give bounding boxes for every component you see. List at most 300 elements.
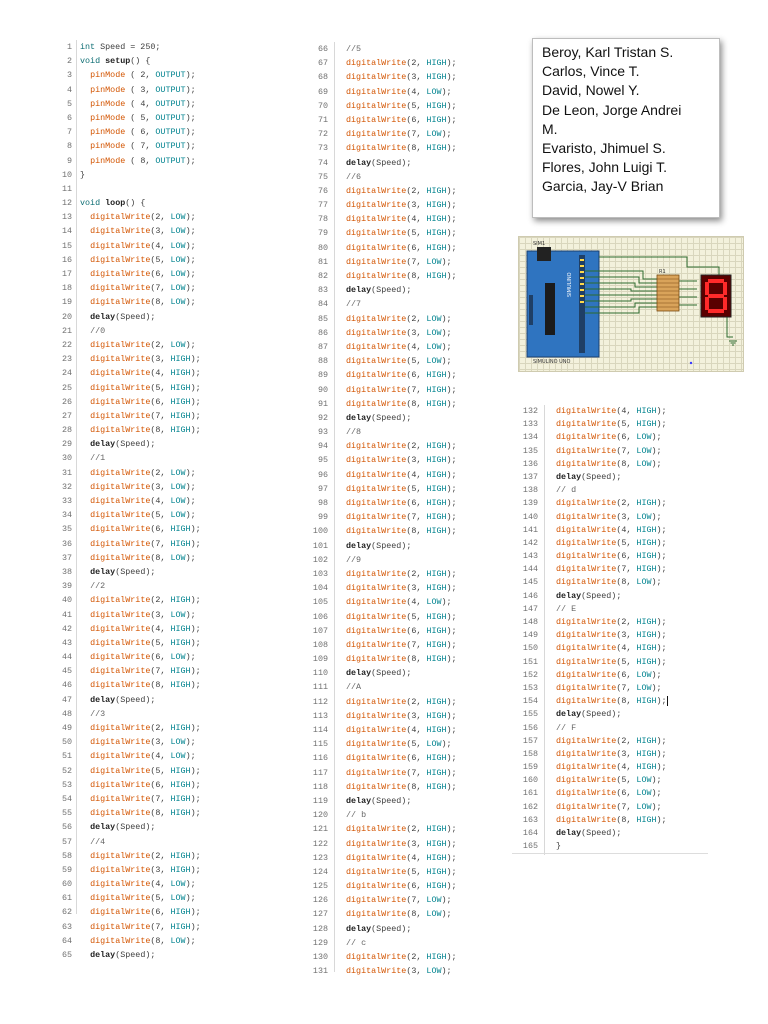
code-text: digitalWrite(2, LOW);	[346, 313, 452, 324]
line-number: 108	[312, 639, 328, 650]
line-number: 50	[61, 737, 72, 748]
code-line	[300, 439, 457, 453]
code-text: digitalWrite(6, HIGH);	[90, 524, 201, 535]
code-text: digitalWrite(2, HIGH);	[90, 850, 201, 861]
line-number: 80	[317, 242, 328, 253]
code-text: digitalWrite(7, HIGH);	[90, 410, 201, 421]
text-cursor	[667, 696, 668, 706]
code-text: digitalWrite(4, LOW);	[346, 597, 452, 608]
line-number: 124	[312, 866, 328, 877]
code-line	[56, 693, 156, 707]
code-line	[56, 111, 196, 125]
code-line	[300, 964, 452, 978]
code-line	[300, 567, 457, 581]
code-line	[56, 338, 196, 352]
code-text: digitalWrite(5, HIGH);	[556, 419, 667, 430]
line-number: 16	[61, 254, 72, 265]
code-text: //4	[90, 836, 106, 847]
code-line	[300, 127, 452, 141]
code-line	[56, 877, 196, 891]
line-number: 81	[317, 256, 328, 267]
code-line	[300, 879, 457, 893]
usb-connector	[537, 247, 551, 261]
code-line	[300, 524, 457, 538]
code-text: digitalWrite(2, HIGH);	[346, 952, 457, 962]
code-text: digitalWrite(6, HIGH);	[346, 242, 457, 253]
code-text: digitalWrite(8, HIGH);	[556, 814, 667, 825]
code-line	[56, 310, 156, 324]
code-line	[512, 735, 667, 748]
code-line	[56, 636, 201, 650]
code-line	[56, 934, 196, 948]
code-line	[512, 801, 662, 814]
code-text: }	[556, 841, 562, 852]
code-column-2	[300, 42, 457, 978]
line-number: 134	[522, 432, 538, 443]
code-line	[56, 68, 196, 82]
code-text: delay(Speed);	[346, 157, 412, 168]
line-number: 146	[522, 590, 538, 601]
code-lines	[300, 42, 457, 978]
code-line	[56, 182, 72, 196]
code-line	[300, 482, 457, 496]
code-line	[56, 508, 196, 522]
line-number: 136	[522, 458, 538, 469]
line-number: 114	[312, 725, 328, 735]
code-text: delay(Speed);	[90, 566, 156, 577]
line-number: 116	[312, 753, 328, 764]
line-number: 53	[61, 779, 72, 790]
code-text: digitalWrite(8, HIGH);	[346, 781, 457, 792]
line-number: 78	[317, 214, 328, 225]
code-text: delay(Speed);	[346, 285, 412, 296]
line-number: 77	[317, 200, 328, 211]
line-number: 122	[312, 838, 328, 849]
line-number: 52	[61, 765, 72, 776]
code-line	[300, 595, 452, 609]
line-number: 22	[61, 339, 72, 350]
member-name: David, Nowel Y.	[542, 82, 640, 99]
line-number: 4	[66, 84, 72, 95]
line-number: 149	[522, 630, 538, 641]
code-text: digitalWrite(2, LOW);	[90, 467, 196, 478]
code-line	[300, 893, 452, 907]
code-text: digitalWrite(8, HIGH);	[556, 696, 667, 707]
code-line	[56, 253, 196, 267]
line-number: 61	[61, 893, 72, 904]
code-text: //A	[346, 682, 362, 693]
code-line	[300, 297, 362, 311]
code-end-divider	[512, 853, 708, 854]
line-number: 152	[522, 669, 538, 680]
code-text: //3	[90, 708, 106, 719]
code-line	[56, 764, 201, 778]
code-line	[300, 42, 362, 56]
code-line	[300, 723, 457, 737]
group-members-card	[532, 38, 720, 218]
line-number: 84	[317, 299, 328, 310]
code-line	[56, 593, 201, 607]
code-text: digitalWrite(4, LOW);	[90, 240, 196, 251]
code-line	[512, 445, 662, 458]
code-line	[300, 326, 452, 340]
line-number: 161	[522, 788, 538, 799]
line-number: 68	[317, 72, 328, 83]
code-line	[300, 241, 457, 255]
code-text: // b	[346, 810, 367, 821]
code-line	[56, 381, 201, 395]
line-number: 119	[312, 795, 328, 806]
line-number: 45	[61, 666, 72, 677]
code-text: digitalWrite(8, LOW);	[90, 552, 196, 563]
line-number: 112	[312, 696, 328, 707]
code-text: digitalWrite(5, LOW);	[90, 254, 196, 265]
code-text: digitalWrite(7, LOW);	[556, 445, 662, 456]
code-line	[512, 524, 667, 537]
line-number: 39	[61, 581, 72, 592]
code-text: // d	[556, 485, 577, 496]
line-number: 31	[61, 467, 72, 478]
code-text: digitalWrite(7, LOW);	[346, 256, 452, 267]
line-number: 9	[66, 155, 72, 166]
code-text: pinMode ( 4, OUTPUT);	[90, 98, 196, 109]
code-line	[300, 936, 367, 950]
code-text: digitalWrite(4, HIGH);	[556, 762, 667, 773]
code-line	[56, 437, 156, 451]
code-text: pinMode ( 5, OUTPUT);	[90, 112, 196, 123]
code-line	[56, 168, 86, 182]
code-text: delay(Speed);	[346, 668, 412, 679]
code-line	[512, 722, 577, 735]
code-line	[512, 603, 577, 616]
line-number: 128	[312, 923, 328, 934]
code-line	[512, 629, 667, 642]
code-line	[300, 553, 362, 567]
code-line	[512, 576, 662, 589]
line-number: 40	[61, 595, 72, 606]
code-text: digitalWrite(8, HIGH);	[346, 271, 457, 281]
code-text: digitalWrite(3, LOW);	[556, 511, 662, 522]
code-line	[300, 156, 412, 170]
code-line	[512, 827, 622, 840]
code-line	[512, 761, 667, 774]
code-line	[56, 466, 196, 480]
code-text: digitalWrite(3, HIGH);	[90, 354, 201, 365]
code-line	[56, 522, 201, 536]
code-text: delay(Speed);	[346, 795, 412, 806]
code-line	[300, 780, 457, 794]
line-number: 115	[312, 739, 328, 750]
code-text: digitalWrite(7, HIGH);	[346, 384, 457, 395]
code-text: digitalWrite(3, HIGH);	[346, 583, 457, 594]
line-number: 62	[61, 907, 72, 918]
code-text: digitalWrite(2, LOW);	[90, 212, 196, 223]
code-line	[300, 539, 412, 553]
code-line	[300, 340, 452, 354]
line-number: 67	[317, 58, 328, 69]
code-text: digitalWrite(2, HIGH);	[346, 696, 457, 707]
code-text: digitalWrite(5, LOW);	[346, 739, 452, 750]
code-line	[512, 431, 662, 444]
code-text: digitalWrite(8, LOW);	[90, 297, 196, 308]
code-text: digitalWrite(6, LOW);	[90, 269, 196, 279]
line-number: 156	[522, 722, 538, 733]
code-line	[300, 70, 457, 84]
code-line	[512, 537, 667, 550]
line-number: 49	[61, 723, 72, 733]
line-number: 20	[61, 311, 72, 322]
header-pins	[579, 255, 585, 353]
code-line	[56, 792, 201, 806]
code-text: digitalWrite(8, LOW);	[556, 458, 662, 469]
line-number: 158	[522, 748, 538, 759]
line-number: 88	[317, 356, 328, 367]
code-text: digitalWrite(4, HIGH);	[556, 524, 667, 535]
code-line	[56, 948, 156, 962]
code-line	[512, 511, 662, 524]
code-line	[512, 748, 667, 761]
code-text: digitalWrite(6, HIGH);	[346, 881, 457, 892]
line-number: 98	[317, 498, 328, 508]
code-text: digitalWrite(4, LOW);	[346, 86, 452, 97]
line-number: 74	[317, 157, 328, 168]
code-text: digitalWrite(8, HIGH);	[90, 808, 201, 819]
code-text: digitalWrite(4, HIGH);	[346, 852, 457, 863]
line-number: 153	[522, 682, 538, 693]
code-line	[300, 794, 412, 808]
code-line	[300, 950, 457, 964]
code-line	[56, 551, 196, 565]
line-number: 94	[317, 441, 328, 452]
code-line	[56, 537, 201, 551]
code-text: digitalWrite(2, HIGH);	[346, 441, 457, 452]
code-line	[300, 652, 457, 666]
code-line	[56, 366, 201, 380]
resistor-pack	[657, 275, 679, 311]
code-line	[512, 471, 622, 484]
line-number: 35	[61, 524, 72, 535]
code-line	[512, 787, 662, 800]
code-text: void setup() {	[80, 56, 151, 67]
code-line	[56, 409, 201, 423]
line-number: 141	[522, 524, 538, 535]
code-line	[56, 905, 201, 919]
code-column-3	[512, 405, 667, 853]
code-text: //6	[346, 171, 362, 182]
board-footer-label: SIMULINO UNO	[533, 359, 571, 365]
code-line	[300, 907, 452, 921]
code-line	[300, 212, 457, 226]
code-text: digitalWrite(3, LOW);	[346, 327, 452, 338]
line-number: 120	[312, 810, 328, 821]
code-text: digitalWrite(7, HIGH);	[90, 921, 201, 932]
line-number: 71	[317, 114, 328, 125]
line-number: 66	[317, 44, 328, 54]
line-number: 121	[312, 824, 328, 835]
code-text: //9	[346, 554, 362, 565]
code-line	[300, 425, 362, 439]
line-number: 145	[522, 577, 538, 588]
line-number: 165	[522, 841, 538, 852]
code-text: digitalWrite(6, HIGH);	[90, 779, 201, 790]
line-number: 24	[61, 368, 72, 379]
line-number: 102	[312, 554, 328, 565]
line-number: 95	[317, 455, 328, 466]
code-text: delay(Speed);	[90, 694, 156, 705]
code-text: digitalWrite(6, LOW);	[556, 669, 662, 680]
code-text: digitalWrite(4, HIGH);	[556, 643, 667, 654]
line-number: 96	[317, 469, 328, 480]
code-text: digitalWrite(6, HIGH);	[90, 907, 201, 918]
code-line	[56, 451, 106, 465]
code-line	[56, 281, 196, 295]
code-line	[56, 83, 196, 97]
member-name: Carlos, Vince T.	[542, 63, 640, 80]
code-text: digitalWrite(6, LOW);	[556, 788, 662, 799]
code-line	[300, 411, 412, 425]
code-text: digitalWrite(8, LOW);	[90, 935, 196, 946]
code-text: digitalWrite(3, HIGH);	[346, 200, 457, 211]
line-number: 113	[312, 710, 328, 721]
line-number: 143	[522, 551, 538, 562]
member-name: Flores, John Luigi T.	[542, 159, 668, 176]
line-number: 60	[61, 879, 72, 890]
line-number: 70	[317, 100, 328, 111]
line-number: 137	[522, 471, 538, 482]
code-line	[56, 920, 201, 934]
code-line	[300, 113, 457, 127]
code-text: digitalWrite(3, HIGH);	[346, 710, 457, 721]
code-line	[300, 397, 457, 411]
code-text: // F	[556, 722, 577, 733]
code-line	[56, 806, 201, 820]
code-line	[56, 494, 196, 508]
code-line	[300, 766, 457, 780]
line-number: 76	[317, 185, 328, 196]
code-line	[300, 468, 457, 482]
line-number: 55	[61, 808, 72, 819]
code-text: digitalWrite(2, HIGH);	[346, 824, 457, 835]
code-line	[56, 480, 196, 494]
code-text: digitalWrite(7, LOW);	[556, 682, 662, 693]
code-lines	[512, 405, 667, 853]
line-number: 138	[522, 485, 538, 496]
line-number: 18	[61, 283, 72, 294]
code-line	[300, 695, 457, 709]
line-number: 87	[317, 341, 328, 352]
code-text: digitalWrite(4, HIGH);	[346, 469, 457, 480]
code-line	[512, 484, 577, 497]
code-text: digitalWrite(6, HIGH);	[346, 625, 457, 636]
code-text: digitalWrite(5, LOW);	[346, 356, 452, 367]
line-number: 1	[66, 42, 72, 52]
code-line	[300, 865, 457, 879]
line-number: 103	[312, 568, 328, 579]
code-text: //8	[346, 427, 362, 438]
code-line	[300, 822, 457, 836]
code-text: digitalWrite(4, HIGH);	[346, 214, 457, 225]
line-number: 34	[61, 510, 72, 521]
code-line	[300, 99, 457, 113]
code-text: digitalWrite(2, LOW);	[90, 339, 196, 350]
code-line	[56, 295, 196, 309]
code-text: digitalWrite(2, HIGH);	[346, 568, 457, 579]
line-number: 54	[61, 793, 72, 804]
code-text: digitalWrite(7, HIGH);	[346, 767, 457, 778]
board-label: SIM1	[533, 241, 546, 247]
code-text: }	[80, 169, 86, 180]
code-text: digitalWrite(5, LOW);	[90, 510, 196, 521]
code-text: delay(Speed);	[90, 439, 156, 450]
code-line	[56, 863, 201, 877]
line-number: 43	[61, 637, 72, 648]
code-line	[512, 656, 667, 669]
code-line	[512, 405, 667, 418]
code-text: digitalWrite(6, HIGH);	[346, 753, 457, 764]
line-number: 64	[61, 935, 72, 946]
code-line	[56, 622, 201, 636]
line-number: 41	[61, 609, 72, 620]
line-number: 19	[61, 297, 72, 308]
code-line	[56, 154, 196, 168]
code-text: digitalWrite(5, HIGH);	[90, 765, 201, 776]
code-line	[512, 774, 662, 787]
line-number: 140	[522, 511, 538, 522]
code-text: digitalWrite(2, HIGH);	[556, 617, 667, 627]
code-text: digitalWrite(4, HIGH);	[90, 623, 201, 634]
line-number: 3	[66, 70, 72, 81]
code-text: digitalWrite(4, LOW);	[90, 496, 196, 506]
line-number: 57	[61, 836, 72, 847]
line-number: 27	[61, 410, 72, 421]
line-number: 123	[312, 852, 328, 863]
code-line	[300, 922, 412, 936]
code-line	[300, 638, 457, 652]
line-number: 126	[312, 895, 328, 906]
code-text: pinMode ( 6, OUTPUT);	[90, 127, 196, 138]
ground-symbol	[729, 341, 737, 345]
code-text: digitalWrite(8, HIGH);	[90, 680, 201, 691]
code-line	[56, 891, 196, 905]
code-line	[300, 851, 457, 865]
code-line	[300, 610, 457, 624]
code-text: delay(Speed);	[346, 412, 412, 423]
code-line	[56, 778, 201, 792]
line-number: 48	[61, 708, 72, 719]
line-number: 111	[312, 682, 328, 693]
code-line	[56, 707, 106, 721]
code-line	[300, 737, 452, 751]
code-line	[56, 579, 106, 593]
code-text: digitalWrite(7, HIGH);	[556, 564, 667, 575]
code-line	[56, 210, 196, 224]
code-text: digitalWrite(5, HIGH);	[90, 382, 201, 393]
code-line	[56, 97, 196, 111]
code-text: digitalWrite(3, HIGH);	[90, 864, 201, 875]
code-text: digitalWrite(3, HIGH);	[346, 72, 457, 83]
code-text: pinMode ( 7, OUTPUT);	[90, 141, 196, 152]
code-line	[512, 616, 667, 629]
code-text: digitalWrite(4, LOW);	[90, 751, 196, 762]
code-text: digitalWrite(8, HIGH);	[90, 425, 201, 436]
line-number: 47	[61, 694, 72, 705]
code-text: digitalWrite(3, HIGH);	[556, 630, 667, 641]
line-number: 36	[61, 538, 72, 549]
code-line	[56, 139, 196, 153]
line-number: 147	[522, 603, 538, 614]
line-number: 83	[317, 285, 328, 296]
code-line	[512, 814, 667, 827]
